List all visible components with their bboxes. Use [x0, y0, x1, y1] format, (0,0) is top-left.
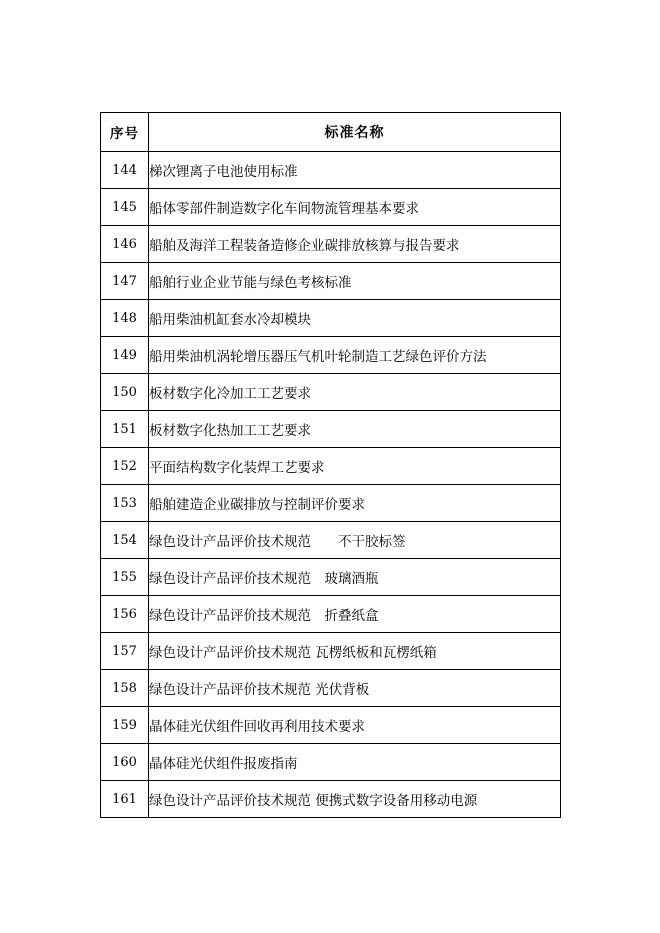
cell-name: 平面结构数字化装焊工艺要求 — [149, 448, 561, 485]
cell-no: 151 — [101, 411, 149, 448]
table-row — [101, 411, 561, 448]
table-row — [101, 744, 561, 781]
table-header-row — [101, 113, 561, 152]
table-header — [101, 113, 561, 152]
table-row — [101, 707, 561, 744]
table-row — [101, 781, 561, 818]
table-row — [101, 337, 561, 374]
table-row — [101, 300, 561, 337]
cell-no: 157 — [101, 633, 149, 670]
table-row — [101, 448, 561, 485]
cell-no: 148 — [101, 300, 149, 337]
table-row — [101, 226, 561, 263]
cell-name: 船舶及海洋工程装备造修企业碳排放核算与报告要求 — [149, 226, 561, 263]
cell-no: 155 — [101, 559, 149, 596]
cell-name: 板材数字化冷加工工艺要求 — [149, 374, 561, 411]
table-row — [101, 522, 561, 559]
cell-name: 绿色设计产品评价技术规范 折叠纸盒 — [149, 596, 561, 633]
table-row — [101, 189, 561, 226]
cell-name: 晶体硅光伏组件回收再利用技术要求 — [149, 707, 561, 744]
cell-name: 船舶建造企业碳排放与控制评价要求 — [149, 485, 561, 522]
cell-no: 159 — [101, 707, 149, 744]
cell-no: 149 — [101, 337, 149, 374]
cell-no: 145 — [101, 189, 149, 226]
cell-no: 144 — [101, 152, 149, 189]
standards-table-container — [100, 112, 560, 818]
table-row — [101, 263, 561, 300]
table-row — [101, 596, 561, 633]
table-row — [101, 670, 561, 707]
table-row — [101, 485, 561, 522]
cell-no: 147 — [101, 263, 149, 300]
cell-name: 船用柴油机涡轮增压器压气机叶轮制造工艺绿色评价方法 — [149, 337, 561, 374]
cell-name: 绿色设计产品评价技术规范 瓦楞纸板和瓦楞纸箱 — [149, 633, 561, 670]
cell-name: 板材数字化热加工工艺要求 — [149, 411, 561, 448]
cell-no: 146 — [101, 226, 149, 263]
standards-table — [100, 112, 561, 818]
cell-no: 152 — [101, 448, 149, 485]
table-row — [101, 152, 561, 189]
cell-name: 绿色设计产品评价技术规范 不干胶标签 — [149, 522, 561, 559]
cell-name: 绿色设计产品评价技术规范 玻璃酒瓶 — [149, 559, 561, 596]
table-row — [101, 374, 561, 411]
column-header-no: 序号 — [101, 113, 149, 152]
column-header-name: 标准名称 — [149, 113, 561, 152]
cell-name: 船舶行业企业节能与绿色考核标准 — [149, 263, 561, 300]
table-row — [101, 633, 561, 670]
table-body — [101, 152, 561, 818]
cell-name: 绿色设计产品评价技术规范 光伏背板 — [149, 670, 561, 707]
cell-no: 150 — [101, 374, 149, 411]
cell-name: 梯次锂离子电池使用标准 — [149, 152, 561, 189]
cell-no: 161 — [101, 781, 149, 818]
cell-no: 154 — [101, 522, 149, 559]
cell-name: 船用柴油机缸套水冷却模块 — [149, 300, 561, 337]
cell-no: 160 — [101, 744, 149, 781]
cell-no: 156 — [101, 596, 149, 633]
cell-no: 158 — [101, 670, 149, 707]
cell-name: 晶体硅光伏组件报废指南 — [149, 744, 561, 781]
cell-name: 绿色设计产品评价技术规范 便携式数字设备用移动电源 — [149, 781, 561, 818]
table-row — [101, 559, 561, 596]
cell-no: 153 — [101, 485, 149, 522]
cell-name: 船体零部件制造数字化车间物流管理基本要求 — [149, 189, 561, 226]
